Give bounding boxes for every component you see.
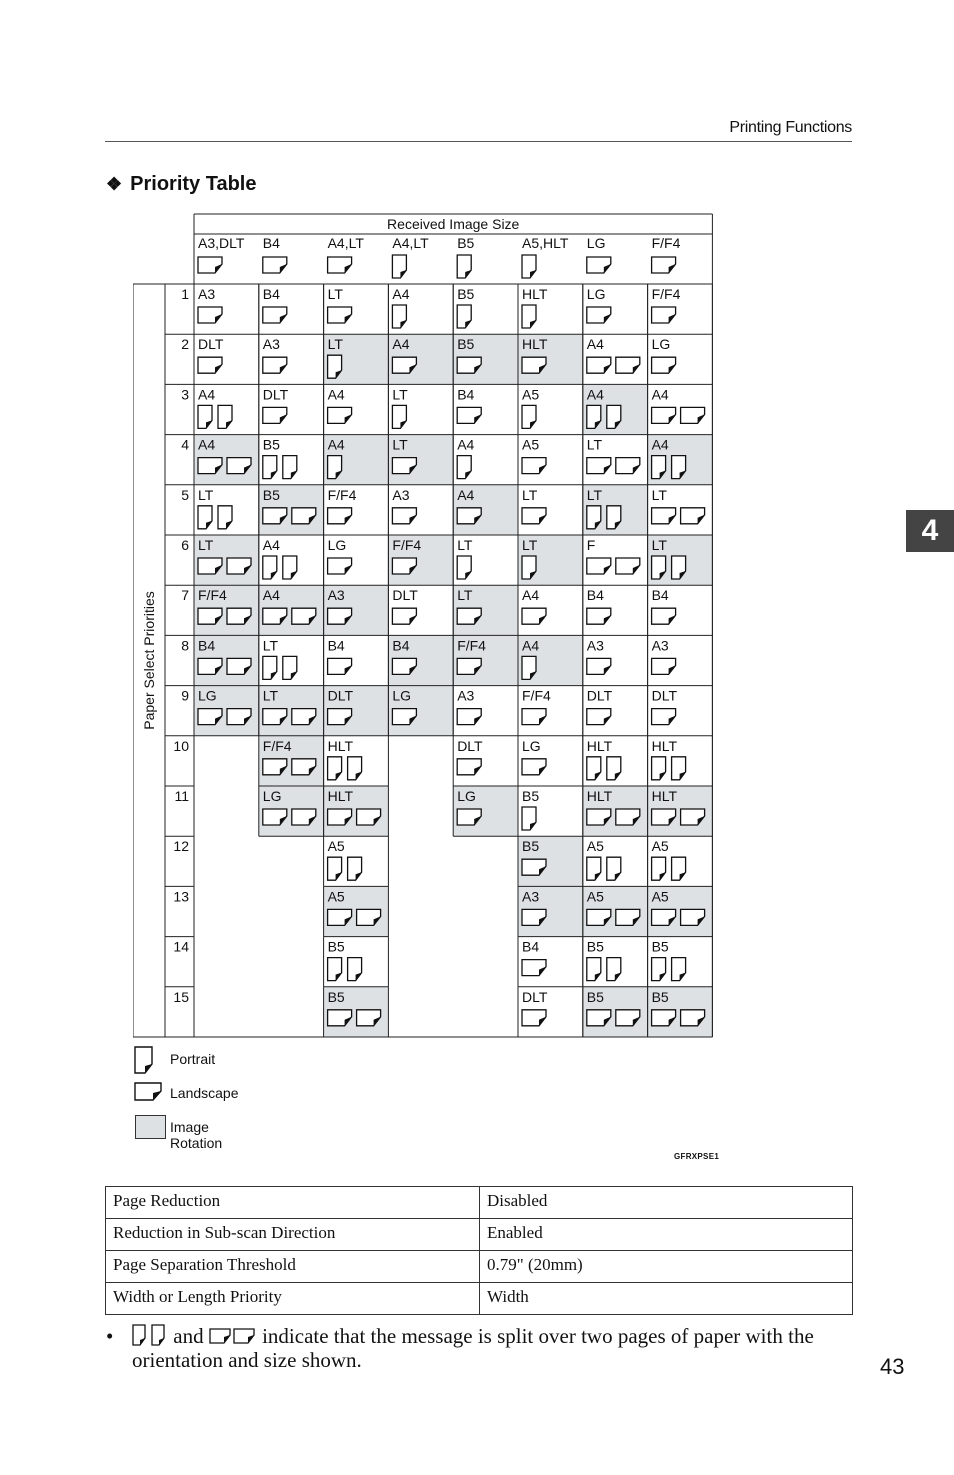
paper-size-label: LT bbox=[262, 637, 279, 654]
priority-table bbox=[133, 213, 713, 1039]
paper-size-label: LT bbox=[522, 537, 538, 553]
paper-size-label: B4 bbox=[198, 637, 216, 654]
paper-size-label: B5 bbox=[586, 988, 604, 1005]
paper-size-label: LT bbox=[327, 286, 343, 302]
paper-size-label: A3 bbox=[262, 336, 280, 353]
paper-size-label: LG bbox=[651, 336, 671, 353]
landscape-icon bbox=[522, 960, 546, 976]
landscape-icon bbox=[457, 407, 481, 423]
landscape-icon bbox=[616, 357, 640, 373]
paper-size-label: B4 bbox=[392, 637, 410, 654]
paper-size-label: DLT bbox=[586, 687, 613, 704]
landscape-icon bbox=[522, 709, 546, 725]
landscape-icon bbox=[652, 307, 676, 323]
column-header-label: B5 bbox=[457, 235, 475, 251]
paper-size-label: A4 bbox=[651, 436, 669, 453]
landscape-icon bbox=[198, 307, 222, 323]
paper-size-label: F/F4 bbox=[522, 687, 551, 704]
paper-size-label: F/F4 bbox=[327, 486, 357, 503]
portrait-icon bbox=[348, 757, 362, 780]
portrait-icon bbox=[263, 656, 277, 679]
setting-name: Width or Length Priority bbox=[106, 1283, 480, 1315]
landscape-icon bbox=[328, 658, 352, 674]
landscape-icon bbox=[616, 558, 640, 574]
paper-size-label: A4 bbox=[392, 336, 410, 353]
paper-size-label: HLT bbox=[522, 286, 548, 302]
chapter-tab: 4 bbox=[906, 510, 954, 552]
column-group-header: Received Image Size bbox=[387, 216, 520, 232]
portrait-icon bbox=[607, 857, 621, 880]
paper-size-label: LT bbox=[198, 537, 214, 553]
paper-size-label: A5 bbox=[522, 386, 540, 403]
column-header-label: A5,HLT bbox=[522, 235, 569, 251]
landscape-icon bbox=[652, 709, 676, 725]
setting-name: Page Reduction bbox=[106, 1187, 480, 1219]
paper-size-label: HLT bbox=[651, 737, 678, 754]
paper-size-label: A3 bbox=[327, 587, 345, 604]
paper-size-label: A4 bbox=[262, 537, 280, 553]
column-header-label: A4,LT bbox=[327, 235, 364, 251]
legend-portrait-label: Portrait bbox=[170, 1051, 216, 1067]
row-group-header: Paper Select Priorities bbox=[141, 591, 157, 730]
paper-size-label: B5 bbox=[586, 938, 604, 955]
paper-size-label: LT bbox=[651, 486, 667, 503]
paper-size-label: A3 bbox=[457, 687, 475, 704]
row-number: 14 bbox=[173, 938, 189, 955]
paper-size-label: A4 bbox=[522, 637, 540, 654]
paper-size-label: LG bbox=[327, 537, 347, 553]
paper-size-label: LG bbox=[392, 687, 412, 704]
portrait-icon bbox=[218, 506, 232, 529]
landscape-icon bbox=[263, 307, 287, 323]
row-number: 13 bbox=[173, 888, 189, 905]
paper-size-label: F/F4 bbox=[651, 286, 681, 302]
paper-size-label: B5 bbox=[457, 286, 475, 302]
portrait-icon bbox=[672, 958, 686, 981]
paper-size-label: LG bbox=[522, 737, 541, 754]
paper-size-label: HLT bbox=[586, 788, 613, 804]
portrait-icon bbox=[198, 405, 212, 428]
portrait-icon bbox=[672, 857, 686, 880]
portrait-icon bbox=[457, 556, 471, 579]
paper-size-label: HLT bbox=[327, 737, 354, 754]
landscape-icon bbox=[263, 407, 287, 423]
paper-size-label: B5 bbox=[327, 988, 345, 1005]
portrait-icon bbox=[587, 857, 601, 880]
row-number: 5 bbox=[181, 486, 189, 503]
paper-size-label: A4 bbox=[651, 386, 669, 403]
landscape-icon bbox=[263, 257, 287, 273]
heading-text: Priority Table bbox=[130, 173, 257, 195]
paper-size-label: A3 bbox=[586, 637, 604, 654]
landscape-icon bbox=[328, 407, 352, 423]
row-number: 15 bbox=[173, 988, 189, 1005]
paper-size-label: B5 bbox=[327, 938, 345, 955]
paper-size-label: B4 bbox=[586, 587, 604, 604]
paper-size-label: LT bbox=[327, 336, 343, 353]
paper-size-label: B5 bbox=[651, 988, 669, 1005]
portrait-icon bbox=[283, 456, 297, 479]
paper-size-label: B5 bbox=[651, 938, 669, 955]
paper-size-label: A3 bbox=[198, 286, 216, 302]
settings-table bbox=[105, 1186, 853, 1315]
landscape-icon bbox=[616, 458, 640, 474]
settings-row bbox=[106, 1251, 853, 1283]
portrait-icon bbox=[457, 255, 471, 278]
paper-size-label: A4 bbox=[457, 436, 475, 453]
paper-size-label: F/F4 bbox=[392, 537, 422, 553]
paper-size-label: F/F4 bbox=[262, 737, 292, 754]
portrait-icon bbox=[607, 958, 621, 981]
landscape-icon bbox=[392, 508, 416, 524]
note-and: and bbox=[173, 1324, 204, 1348]
portrait-icon bbox=[522, 305, 536, 328]
column-header-label: LG bbox=[586, 235, 606, 251]
paper-size-label: A4 bbox=[522, 587, 540, 604]
portrait-icon bbox=[134, 1046, 156, 1074]
portrait-icon bbox=[328, 958, 342, 981]
column-header-label: A3,DLT bbox=[198, 235, 245, 251]
note-text: indicate that the message is split over two pages of paper with the orientation and size shown. bbox=[132, 1324, 814, 1372]
row-number: 12 bbox=[173, 838, 189, 855]
setting-name: Page Separation Threshold bbox=[106, 1251, 480, 1283]
column-header-label: F/F4 bbox=[651, 235, 681, 251]
landscape-icon bbox=[328, 257, 352, 273]
column-header-label: B4 bbox=[262, 235, 280, 251]
portrait-icon bbox=[328, 757, 342, 780]
paper-size-label: A5 bbox=[586, 888, 604, 905]
paper-size-label: LG bbox=[586, 286, 606, 302]
paper-size-label: B5 bbox=[262, 436, 280, 453]
note-bullet: • bbox=[106, 1324, 114, 1348]
portrait-icon bbox=[348, 958, 362, 981]
landscape-icon bbox=[587, 658, 611, 674]
paper-size-label: A4 bbox=[262, 587, 280, 604]
portrait-icon bbox=[652, 757, 666, 780]
paper-size-label: LT bbox=[651, 537, 667, 553]
landscape-icon bbox=[198, 357, 222, 373]
column-header-label: A4,LT bbox=[392, 235, 429, 251]
setting-value: Width bbox=[480, 1283, 853, 1315]
portrait-icon bbox=[218, 405, 232, 428]
paper-size-label: A5 bbox=[327, 838, 345, 855]
paper-size-label: HLT bbox=[586, 737, 613, 754]
landscape-icon bbox=[681, 508, 705, 524]
paper-size-label: B5 bbox=[522, 838, 540, 855]
paper-size-label: HLT bbox=[327, 788, 354, 804]
paper-size-label: A3 bbox=[522, 888, 540, 905]
landscape-icon bbox=[587, 608, 611, 624]
landscape-icon bbox=[587, 307, 611, 323]
paper-size-label: B4 bbox=[457, 386, 475, 403]
paper-size-label: B4 bbox=[522, 938, 540, 955]
paper-size-label: DLT bbox=[327, 687, 354, 704]
two-landscape-icon bbox=[209, 1328, 257, 1346]
landscape-icon bbox=[328, 508, 352, 524]
row-number: 2 bbox=[181, 336, 189, 353]
paper-size-label: DLT bbox=[522, 988, 548, 1005]
landscape-icon bbox=[587, 458, 611, 474]
portrait-icon bbox=[348, 857, 362, 880]
paper-size-label: F/F4 bbox=[457, 637, 486, 654]
paper-size-label: A5 bbox=[522, 436, 540, 453]
page-number: 43 bbox=[880, 1354, 905, 1379]
paper-size-label: LT bbox=[586, 436, 603, 453]
page-header bbox=[105, 118, 852, 142]
paper-size-label: A3 bbox=[651, 637, 669, 654]
paper-size-label: LG bbox=[198, 687, 217, 704]
landscape-icon bbox=[522, 759, 546, 775]
settings-row bbox=[106, 1283, 853, 1315]
row-number: 9 bbox=[181, 687, 189, 704]
portrait-icon bbox=[652, 857, 666, 880]
landscape-icon bbox=[681, 407, 705, 423]
setting-value: Disabled bbox=[480, 1187, 853, 1219]
landscape-icon bbox=[457, 709, 481, 725]
landscape-icon bbox=[198, 257, 222, 273]
paper-size-label: LG bbox=[262, 788, 282, 804]
paper-size-label: DLT bbox=[262, 386, 289, 403]
landscape-icon bbox=[587, 558, 611, 574]
portrait-icon bbox=[587, 958, 601, 981]
landscape-icon bbox=[328, 307, 352, 323]
row-number: 11 bbox=[174, 788, 189, 804]
paper-size-label: DLT bbox=[651, 687, 678, 704]
legend-landscape-label: Landscape bbox=[170, 1085, 239, 1101]
landscape-icon bbox=[587, 257, 611, 273]
landscape-icon bbox=[652, 407, 676, 423]
paper-size-label: DLT bbox=[198, 336, 224, 353]
figure-code: GFRXPSE1 bbox=[674, 1152, 720, 1161]
landscape-icon bbox=[263, 357, 287, 373]
row-number: 8 bbox=[181, 637, 189, 654]
landscape-icon bbox=[652, 658, 676, 674]
paper-size-label: LT bbox=[457, 587, 473, 604]
paper-size-label: A3 bbox=[392, 486, 410, 503]
paper-size-label: A4 bbox=[198, 436, 216, 453]
legend-rotation-label: Image Rotation bbox=[170, 1119, 223, 1151]
portrait-icon bbox=[392, 305, 406, 328]
paper-size-label: A4 bbox=[327, 386, 345, 403]
setting-value: 0.79" (20mm) bbox=[480, 1251, 853, 1283]
paper-size-label: HLT bbox=[651, 788, 678, 804]
settings-row bbox=[106, 1219, 853, 1251]
paper-size-label: A4 bbox=[586, 386, 604, 403]
row-number: 7 bbox=[181, 587, 189, 604]
diamond-bullet-icon: ❖ bbox=[106, 174, 123, 194]
portrait-icon bbox=[263, 456, 277, 479]
portrait-icon bbox=[522, 255, 536, 278]
landscape-icon bbox=[652, 608, 676, 624]
portrait-icon bbox=[198, 506, 212, 529]
landscape-icon bbox=[587, 709, 611, 725]
paper-size-label: LT bbox=[392, 436, 408, 453]
paper-size-label: B4 bbox=[262, 286, 280, 302]
paper-size-label: A5 bbox=[651, 838, 669, 855]
setting-value: Enabled bbox=[480, 1219, 853, 1251]
landscape-icon bbox=[328, 558, 352, 574]
portrait-icon bbox=[283, 656, 297, 679]
portrait-icon bbox=[457, 305, 471, 328]
row-number: 1 bbox=[181, 286, 189, 302]
landscape-icon bbox=[522, 508, 546, 524]
paper-size-label: LT bbox=[198, 486, 214, 503]
rotation-swatch bbox=[135, 1115, 166, 1139]
paper-size-label: LT bbox=[262, 687, 279, 704]
portrait-icon bbox=[607, 757, 621, 780]
landscape-icon bbox=[134, 1082, 164, 1104]
portrait-icon bbox=[522, 405, 536, 428]
paper-size-label: LT bbox=[392, 386, 408, 403]
portrait-icon bbox=[457, 456, 471, 479]
portrait-icon bbox=[263, 556, 277, 579]
portrait-icon bbox=[652, 958, 666, 981]
paper-size-label: A5 bbox=[586, 838, 604, 855]
paper-size-label: B5 bbox=[522, 788, 540, 804]
portrait-icon bbox=[672, 757, 686, 780]
portrait-icon bbox=[328, 857, 342, 880]
row-number: 3 bbox=[181, 386, 189, 403]
landscape-icon bbox=[652, 508, 676, 524]
setting-name: Reduction in Sub-scan Direction bbox=[106, 1219, 480, 1251]
landscape-icon bbox=[457, 759, 481, 775]
paper-size-label: LG bbox=[457, 788, 476, 804]
portrait-icon bbox=[587, 757, 601, 780]
landscape-icon bbox=[522, 608, 546, 624]
paper-size-label: DLT bbox=[392, 587, 418, 604]
portrait-icon bbox=[392, 405, 406, 428]
paper-size-label: A4 bbox=[198, 386, 216, 403]
paper-size-label: LT bbox=[457, 537, 473, 553]
paper-size-label: HLT bbox=[522, 336, 548, 353]
paper-size-label: B5 bbox=[262, 486, 280, 503]
paper-size-label: B4 bbox=[651, 587, 669, 604]
paper-size-label: F/F4 bbox=[198, 587, 227, 604]
row-number: 10 bbox=[173, 737, 189, 754]
paper-size-label: DLT bbox=[457, 737, 483, 754]
paper-size-label: F bbox=[586, 537, 596, 553]
row-number: 4 bbox=[181, 436, 189, 453]
landscape-icon bbox=[652, 357, 676, 373]
paper-size-label: A5 bbox=[651, 888, 669, 905]
paper-size-label: B5 bbox=[457, 336, 475, 353]
landscape-icon bbox=[392, 608, 416, 624]
landscape-icon bbox=[522, 458, 546, 474]
section-title: Printing Functions bbox=[729, 119, 852, 136]
landscape-icon bbox=[522, 1010, 546, 1026]
paper-size-label: A4 bbox=[327, 436, 345, 453]
priority-table-heading bbox=[106, 173, 256, 196]
paper-size-label: LT bbox=[586, 486, 603, 503]
row-number: 6 bbox=[181, 537, 189, 553]
paper-size-label: A4 bbox=[586, 336, 604, 353]
landscape-icon bbox=[587, 357, 611, 373]
paper-size-label: A4 bbox=[392, 286, 410, 302]
landscape-icon bbox=[652, 257, 676, 273]
two-portrait-icon bbox=[132, 1324, 168, 1346]
paper-size-label: B4 bbox=[327, 637, 345, 654]
settings-row bbox=[106, 1187, 853, 1219]
portrait-icon bbox=[522, 807, 536, 830]
paper-size-label: LT bbox=[522, 486, 538, 503]
portrait-icon bbox=[392, 255, 406, 278]
portrait-icon bbox=[283, 556, 297, 579]
paper-size-label: A4 bbox=[457, 486, 475, 503]
paper-size-label: A5 bbox=[327, 888, 345, 905]
